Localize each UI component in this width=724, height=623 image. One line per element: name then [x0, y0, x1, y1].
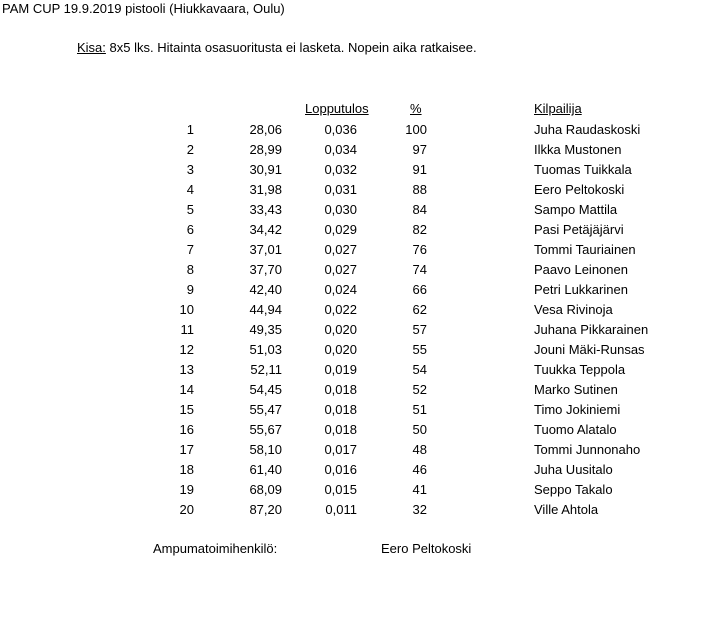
competitor-cell: Tuukka Teppola — [534, 362, 626, 377]
rank-cell: 13 — [179, 362, 194, 377]
time-cell: 52,11 — [250, 362, 282, 377]
time-cell: 58,10 — [249, 442, 282, 457]
result-row — [0, 320, 724, 340]
result-cell: 0,031 — [324, 182, 357, 197]
time-cell: 30,91 — [249, 162, 282, 177]
competitor-cell: Tuomo Alatalo — [534, 422, 617, 437]
rank-cell: 14 — [179, 382, 194, 397]
competitor-cell: Juha Raudaskoski — [534, 122, 641, 137]
result-cell: 0,030 — [324, 202, 357, 217]
rank-cell: 3 — [186, 162, 194, 177]
percent-cell: 32 — [412, 502, 427, 517]
rank-cell: 7 — [186, 242, 194, 257]
result-row — [0, 220, 724, 240]
result-row — [0, 120, 724, 140]
time-cell: 55,47 — [249, 402, 282, 417]
result-cell: 0,016 — [324, 462, 357, 477]
result-cell: 0,018 — [324, 422, 357, 437]
time-cell: 51,03 — [249, 342, 282, 357]
percent-cell: 52 — [412, 382, 427, 397]
result-cell: 0,018 — [324, 402, 357, 417]
result-row — [0, 180, 724, 200]
time-cell: 34,42 — [249, 222, 282, 237]
result-row — [0, 260, 724, 280]
percent-cell: 88 — [412, 182, 427, 197]
percent-cell: 66 — [412, 282, 427, 297]
time-cell: 61,40 — [249, 462, 282, 477]
rank-cell: 16 — [179, 422, 194, 437]
rank-cell: 9 — [186, 282, 194, 297]
document-title: PAM CUP 19.9.2019 pistooli (Hiukkavaara, Oulu) — [2, 1, 285, 16]
competitor-cell: Paavo Leinonen — [534, 262, 628, 277]
competitor-cell: Juhana Pikkarainen — [534, 322, 649, 337]
competitor-cell: Ilkka Mustonen — [534, 142, 622, 157]
results-list — [0, 120, 724, 520]
competitor-cell: Timo Jokiniemi — [534, 402, 621, 417]
time-cell: 42,40 — [249, 282, 282, 297]
competitor-cell: Sampo Mattila — [534, 202, 618, 217]
description-text: 8x5 lks. Hitainta osasuoritusta ei lasketa. Nopein aika ratkaisee. — [105, 40, 477, 55]
result-cell: 0,020 — [324, 322, 357, 337]
time-cell: 33,43 — [249, 202, 282, 217]
percent-cell: 41 — [412, 482, 427, 497]
header-percent: % — [410, 101, 422, 116]
result-row — [0, 440, 724, 460]
percent-cell: 100 — [405, 122, 427, 137]
result-row — [0, 400, 724, 420]
description-label: Kisa: — [77, 40, 106, 55]
percent-cell: 50 — [412, 422, 427, 437]
result-row — [0, 200, 724, 220]
rank-cell: 18 — [179, 462, 194, 477]
header-competitor: Kilpailija — [534, 101, 582, 116]
rank-cell: 8 — [186, 262, 194, 277]
result-row — [0, 360, 724, 380]
percent-cell: 91 — [412, 162, 427, 177]
percent-cell: 82 — [412, 222, 427, 237]
percent-cell: 62 — [412, 302, 427, 317]
competitor-cell: Juha Uusitalo — [534, 462, 613, 477]
official-label: Ampumatoimihenkilö: — [153, 541, 278, 556]
header-result: Lopputulos — [305, 101, 369, 116]
result-row — [0, 140, 724, 160]
percent-cell: 54 — [412, 362, 427, 377]
result-cell: 0,027 — [324, 262, 357, 277]
result-row — [0, 460, 724, 480]
rank-cell: 12 — [179, 342, 194, 357]
competitor-cell: Jouni Mäki-Runsas — [534, 342, 645, 357]
result-row — [0, 340, 724, 360]
result-cell: 0,015 — [324, 482, 357, 497]
official-name: Eero Peltokoski — [381, 541, 472, 556]
percent-cell: 74 — [412, 262, 427, 277]
percent-cell: 55 — [412, 342, 427, 357]
result-cell: 0,022 — [324, 302, 357, 317]
result-row — [0, 480, 724, 500]
time-cell: 28,99 — [249, 142, 282, 157]
time-cell: 44,94 — [249, 302, 282, 317]
time-cell: 55,67 — [249, 422, 282, 437]
time-cell: 37,70 — [249, 262, 282, 277]
competitor-cell: Pasi Petäjäjärvi — [534, 222, 624, 237]
result-cell: 0,024 — [324, 282, 357, 297]
time-cell: 37,01 — [249, 242, 282, 257]
percent-cell: 76 — [412, 242, 427, 257]
time-cell: 54,45 — [249, 382, 282, 397]
competitor-cell: Petri Lukkarinen — [534, 282, 628, 297]
competitor-cell: Ville Ahtola — [534, 502, 599, 517]
rank-cell: 5 — [186, 202, 194, 217]
time-cell: 31,98 — [249, 182, 282, 197]
rank-cell: 11 — [180, 322, 194, 337]
result-row — [0, 380, 724, 400]
time-cell: 87,20 — [249, 502, 282, 517]
result-cell: 0,018 — [324, 382, 357, 397]
percent-cell: 48 — [412, 442, 427, 457]
time-cell: 49,35 — [249, 322, 282, 337]
competitor-cell: Tuomas Tuikkala — [534, 162, 632, 177]
result-row — [0, 280, 724, 300]
rank-cell: 15 — [179, 402, 194, 417]
rank-cell: 10 — [179, 302, 194, 317]
percent-cell: 57 — [412, 322, 427, 337]
result-cell: 0,020 — [324, 342, 357, 357]
result-cell: 0,032 — [324, 162, 357, 177]
result-row — [0, 300, 724, 320]
result-row — [0, 500, 724, 520]
result-cell: 0,029 — [324, 222, 357, 237]
competitor-cell: Vesa Rivinoja — [534, 302, 613, 317]
rank-cell: 1 — [186, 122, 194, 137]
rank-cell: 17 — [179, 442, 194, 457]
result-cell: 0,036 — [324, 122, 357, 137]
rank-cell: 6 — [186, 222, 194, 237]
time-cell: 28,06 — [249, 122, 282, 137]
competitor-cell: Marko Sutinen — [534, 382, 618, 397]
competitor-cell: Tommi Tauriainen — [534, 242, 636, 257]
result-row — [0, 240, 724, 260]
result-cell: 0,034 — [324, 142, 357, 157]
competitor-cell: Seppo Takalo — [534, 482, 613, 497]
time-cell: 68,09 — [249, 482, 282, 497]
percent-cell: 51 — [412, 402, 427, 417]
result-row — [0, 160, 724, 180]
result-cell: 0,019 — [324, 362, 357, 377]
rank-cell: 4 — [186, 182, 194, 197]
competitor-cell: Tommi Junnonaho — [534, 442, 641, 457]
result-cell: 0,011 — [325, 502, 357, 517]
result-cell: 0,017 — [324, 442, 357, 457]
rank-cell: 2 — [186, 142, 194, 157]
percent-cell: 97 — [412, 142, 427, 157]
result-cell: 0,027 — [324, 242, 357, 257]
competition-description — [77, 40, 477, 55]
rank-cell: 20 — [179, 502, 194, 517]
percent-cell: 46 — [412, 462, 427, 477]
percent-cell: 84 — [412, 202, 427, 217]
result-row — [0, 420, 724, 440]
rank-cell: 19 — [179, 482, 194, 497]
competitor-cell: Eero Peltokoski — [534, 182, 625, 197]
